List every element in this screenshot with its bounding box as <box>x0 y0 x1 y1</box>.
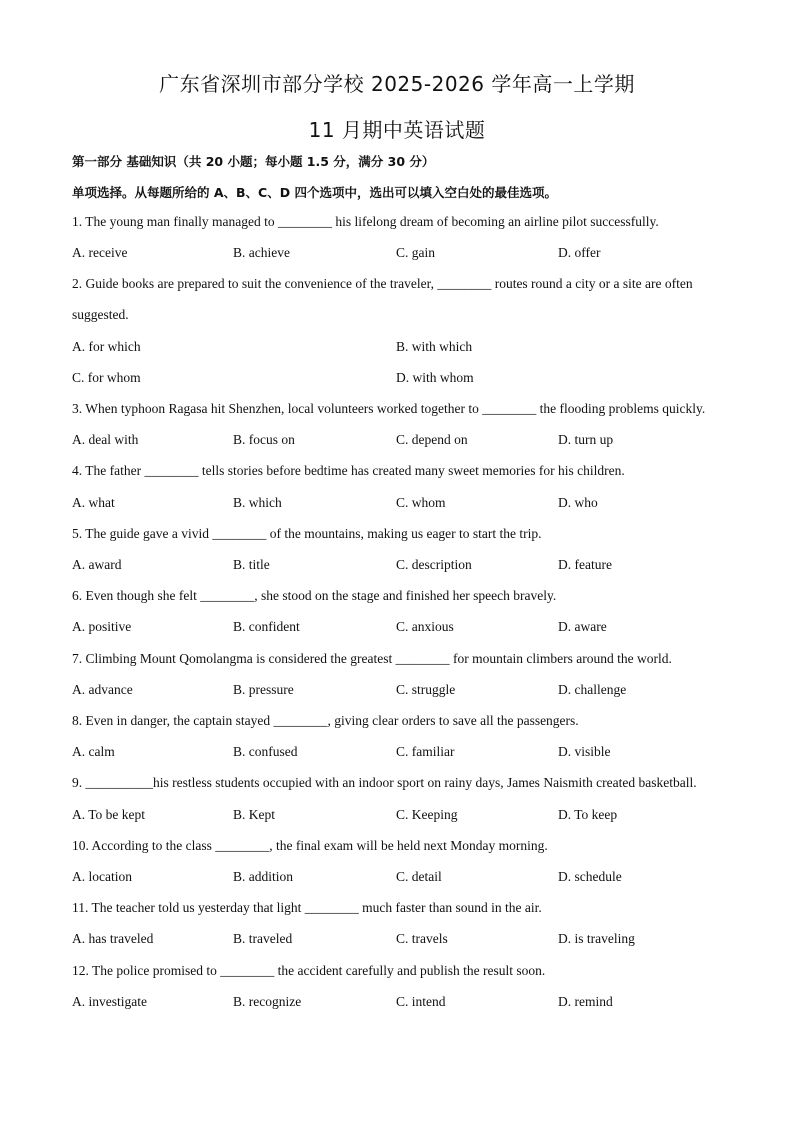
question-5-option-c: C. description <box>396 557 472 572</box>
question-11-option-a: A. has traveled <box>72 931 154 946</box>
question-1-option-b: B. achieve <box>233 245 290 260</box>
question-2-option-d: D. with whom <box>396 370 474 385</box>
question-7-option-b: B. pressure <box>233 682 294 697</box>
question-4-option-b: B. which <box>233 495 282 510</box>
question-5-text: 5. The guide gave a vivid ________ of the mountains, making us eager to start the trip. <box>72 526 542 541</box>
question-7-text: 7. Climbing Mount Qomolangma is considered the greatest ________ for mountain climbers around the world. <box>72 651 672 666</box>
instruction-text: 单项选择。从每题所给的 A、B、C、D 四个选项中，选出可以填入空白处的最佳选项。 <box>72 185 557 200</box>
question-5-option-d: D. feature <box>558 557 612 572</box>
page-title-line-1: 广东省深圳市部分学校 2025-2026 学年高一上学期 <box>159 72 635 96</box>
question-9-option-a: A. To be kept <box>72 807 146 822</box>
question-12-option-a: A. investigate <box>72 994 147 1009</box>
question-10-text: 10. According to the class ________, the final exam will be held next Monday morning. <box>72 838 548 853</box>
question-8-option-c: C. familiar <box>396 744 455 759</box>
question-3-option-a: A. deal with <box>72 432 139 447</box>
question-1-text: 1. The young man finally managed to ________ his lifelong dream of becoming an airline pilot successfully. <box>72 214 659 229</box>
question-6-option-d: D. aware <box>558 619 607 634</box>
question-1-option-c: C. gain <box>396 245 435 260</box>
question-7-option-d: D. challenge <box>558 682 627 697</box>
question-2-option-b: B. with which <box>396 339 473 354</box>
question-6-option-b: B. confident <box>233 619 300 634</box>
question-10-option-a: A. location <box>72 869 132 884</box>
question-5-option-a: A. award <box>72 557 122 572</box>
question-6-text: 6. Even though she felt ________, she stood on the stage and finished her speech bravely. <box>72 588 557 603</box>
question-8-option-a: A. calm <box>72 744 115 759</box>
question-9-option-b: B. Kept <box>233 807 275 822</box>
question-3-option-d: D. turn up <box>558 432 614 447</box>
question-12-option-c: C. intend <box>396 994 446 1009</box>
question-11-option-d: D. is traveling <box>558 931 635 946</box>
question-10-option-b: B. addition <box>233 869 293 884</box>
question-7-option-a: A. advance <box>72 682 133 697</box>
question-11-option-c: C. travels <box>396 931 448 946</box>
question-7-option-c: C. struggle <box>396 682 456 697</box>
question-1-option-d: D. offer <box>558 245 601 260</box>
question-10-option-d: D. schedule <box>558 869 622 884</box>
question-6-option-c: C. anxious <box>396 619 454 634</box>
question-4-option-a: A. what <box>72 495 115 510</box>
question-12-option-d: D. remind <box>558 994 613 1009</box>
question-12-option-b: B. recognize <box>233 994 302 1009</box>
question-2-text-continued: suggested. <box>72 307 129 322</box>
question-3-text: 3. When typhoon Ragasa hit Shenzhen, local volunteers worked together to ________ the flooding problems quickly. <box>72 401 706 416</box>
question-9-text: 9. __________his restless students occupied with an indoor sport on rainy days, James Naismith created basketball. <box>72 775 697 790</box>
question-10-option-c: C. detail <box>396 869 442 884</box>
question-8-option-b: B. confused <box>233 744 298 759</box>
question-2-option-c: C. for whom <box>72 370 141 385</box>
page-title-line-2: 11 月期中英语试题 <box>308 118 486 142</box>
question-4-option-d: D. who <box>558 495 598 510</box>
question-2-option-a: A. for which <box>72 339 141 354</box>
question-3-option-b: B. focus on <box>233 432 295 447</box>
question-12-text: 12. The police promised to ________ the accident carefully and publish the result soon. <box>72 963 546 978</box>
question-6-option-a: A. positive <box>72 619 132 634</box>
question-11-option-b: B. traveled <box>233 931 293 946</box>
question-5-option-b: B. title <box>233 557 270 572</box>
question-3-option-c: C. depend on <box>396 432 468 447</box>
question-2-text: 2. Guide books are prepared to suit the convenience of the traveler, ________ routes round a city or a site are often <box>72 276 693 291</box>
question-4-text: 4. The father ________ tells stories before bedtime has created many sweet memories for his children. <box>72 463 625 478</box>
question-9-option-c: C. Keeping <box>396 807 458 822</box>
question-1-option-a: A. receive <box>72 245 128 260</box>
question-4-option-c: C. whom <box>396 495 446 510</box>
section-header: 第一部分 基础知识（共 20 小题；每小题 1.5 分，满分 30 分） <box>72 154 435 169</box>
question-9-option-d: D. To keep <box>558 807 618 822</box>
question-8-text: 8. Even in danger, the captain stayed ________, giving clear orders to save all the passengers. <box>72 713 579 728</box>
question-8-option-d: D. visible <box>558 744 611 759</box>
question-11-text: 11. The teacher told us yesterday that light ________ much faster than sound in the air. <box>72 900 542 915</box>
